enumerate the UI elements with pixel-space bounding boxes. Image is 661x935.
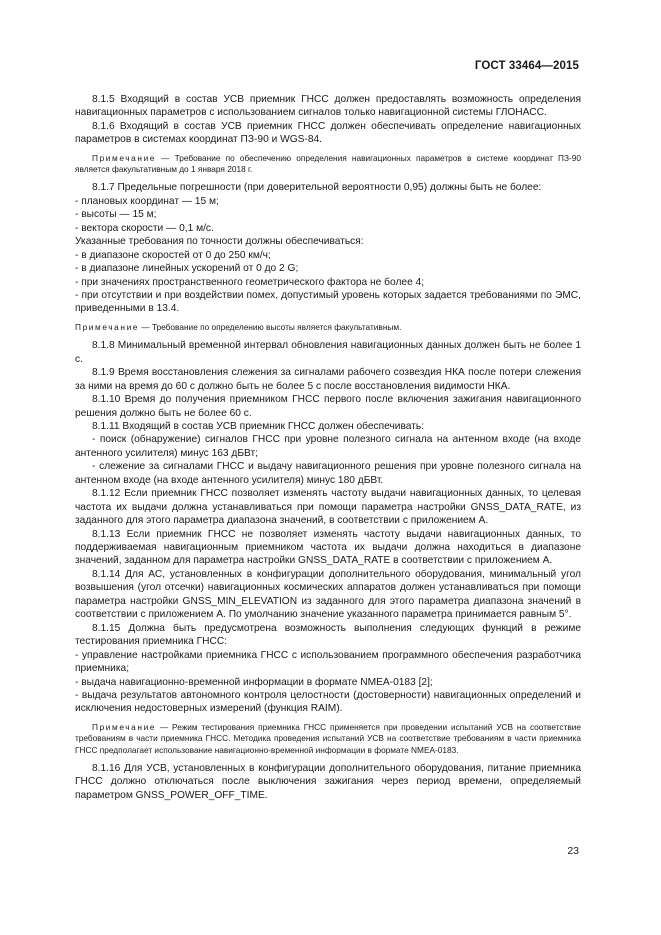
- paragraph-8-1-8: 8.1.8 Минимальный временной интервал обновления навигационных данных должен быть не более 1 с.: [75, 340, 581, 365]
- paragraph-8-1-14: 8.1.14 Для АС, установленных в конфигурации дополнительного оборудования, минимальный угол возвышения (угол отсечки) навигационных космических аппаратов должен устанавливаться при помощи параметра настройки GNSS_MIN_ELEVATION из заданного для этого параметра диапазона значений в соответствии с приложением А. По умолчанию значение указанного параметра принимается равным 5°.: [75, 568, 581, 621]
- paragraph-8-1-7: 8.1.7 Предельные погрешности (при доверительной вероятности 0,95) должны быть не более:: [92, 182, 542, 194]
- paragraph-8-1-16: 8.1.16 Для УСВ, установленных в конфигурации дополнительного оборудования, питание приемника ГНСС должно отключаться после выключения зажигания через период времени, определяемый параметром GNSS_POWER_OFF_TIME.: [75, 762, 581, 801]
- list-item: - плановых координат — 15 м;: [75, 195, 219, 207]
- requirements-intro: Указанные требования по точности должны обеспечиваться:: [75, 236, 364, 248]
- page-number: 23: [567, 845, 579, 857]
- note-2: [75, 322, 581, 333]
- list-item: - высоты — 15 м;: [75, 209, 157, 221]
- paragraph-8-1-9: 8.1.9 Время восстановления слежения за сигналами рабочего созвездия НКА после потери слежения за ними на время до 60 с должно быть не более 5 с после восстановления видимости НКА.: [75, 367, 581, 392]
- document-id: ГОСТ 33464—2015: [474, 60, 579, 72]
- list-item: - поиск (обнаружение) сигналов ГНСС при уровне полезного сигнала на антенном входе (на входе антенного усилителя) минус 163 дБВт;: [75, 434, 581, 459]
- paragraph-8-1-10: 8.1.10 Время до получения приемником ГНСС первого после включения зажигания навигационного решения должно быть не более 60 с.: [75, 394, 581, 419]
- note-label: Примечание: [75, 321, 140, 332]
- page-body: [75, 93, 581, 802]
- note-1: [75, 153, 581, 176]
- list-item: - при значениях пространственного геометрического фактора не более 4;: [75, 276, 425, 288]
- paragraph-8-1-12: 8.1.12 Если приемник ГНСС позволяет изменять частоту выдачи навигационных данных, то целевая частота их выдачи должна устанавливаться при помощи параметра настройки GNSS_DATA_RATE, из заданного для этого параметра диапазона значений, в соответствии с приложением А.: [75, 488, 581, 527]
- paragraph-8-1-13: 8.1.13 Если приемник ГНСС не позволяет изменять частоту выдачи навигационных данных, то поддерживаемая навигационным приемником частота их выдачи должна находиться в диапазоне значений, заданном для параметра настройки GNSS_DATA_RATE в соответствии с приложением А.: [75, 528, 581, 567]
- note-label: Примечание: [92, 152, 157, 163]
- list-item: - управление настройками приемника ГНСС с использованием программного обеспечения разработчика приемника;: [75, 649, 581, 675]
- note-label: Примечание: [92, 721, 157, 732]
- paragraph-8-1-11: 8.1.11 Входящий в состав УСВ приемник ГНСС должен обеспечивать:: [92, 420, 425, 432]
- list-item: - выдача результатов автономного контроля целостности (достоверности) навигационных определений и исключения недостоверных измерений (функция RAIM).: [75, 690, 581, 715]
- note-text: — Требование по обеспечению определения навигационных параметров в системе координат ПЗ-90 является факультативным до 1 января 2018 г.: [75, 152, 581, 175]
- list-item: - в диапазоне линейных ускорений от 0 до 2 G;: [75, 263, 299, 275]
- note-3: [75, 722, 581, 756]
- paragraph-8-1-6: 8.1.6 Входящий в состав УСВ приемник ГНСС должен обеспечивать определение навигационных параметров в системах координат ПЗ-90 и WGS-84.: [75, 120, 581, 146]
- paragraph-8-1-5: 8.1.5 Входящий в состав УСВ приемник ГНСС должен предоставлять возможность определения навигационных параметров с использованием сигналов только навигационной системы ГЛОНАСС.: [75, 94, 581, 119]
- paragraph-8-1-15: 8.1.15 Должна быть предусмотрена возможность выполнения следующих функций в режиме тестирования приемника ГНСС:: [75, 622, 581, 648]
- list-item: - выдача навигационно-временной информации в формате NMEA-0183 [2];: [75, 676, 433, 688]
- list-item: - в диапазоне скоростей от 0 до 250 км/ч;: [75, 249, 271, 261]
- list-item: - слежение за сигналами ГНСС и выдачу навигационного решения при уровне полезного сигнала на антенном входе (на входе антенного усилителя) минус 180 дБВт.: [75, 461, 581, 486]
- list-item: - при отсутствии и при воздействии помех, допустимый уровень которых задается требованиями по ЭМС, приведенными в 13.4.: [75, 290, 581, 315]
- list-item: - вектора скорости — 0,1 м/с.: [75, 222, 214, 234]
- note-text: — Требование по определению высоты является факультативным.: [139, 321, 402, 332]
- note-text: — Режим тестирования приемника ГНСС применяется при проведении испытаний УСВ на соответствие требованиям в части приемника ГНСС. Методика проведения испытаний УСВ на соответствие требованиям в части приемника ГНСС предполагает использование навигационно-временной информации в формате NMEA-0183.: [75, 721, 581, 755]
